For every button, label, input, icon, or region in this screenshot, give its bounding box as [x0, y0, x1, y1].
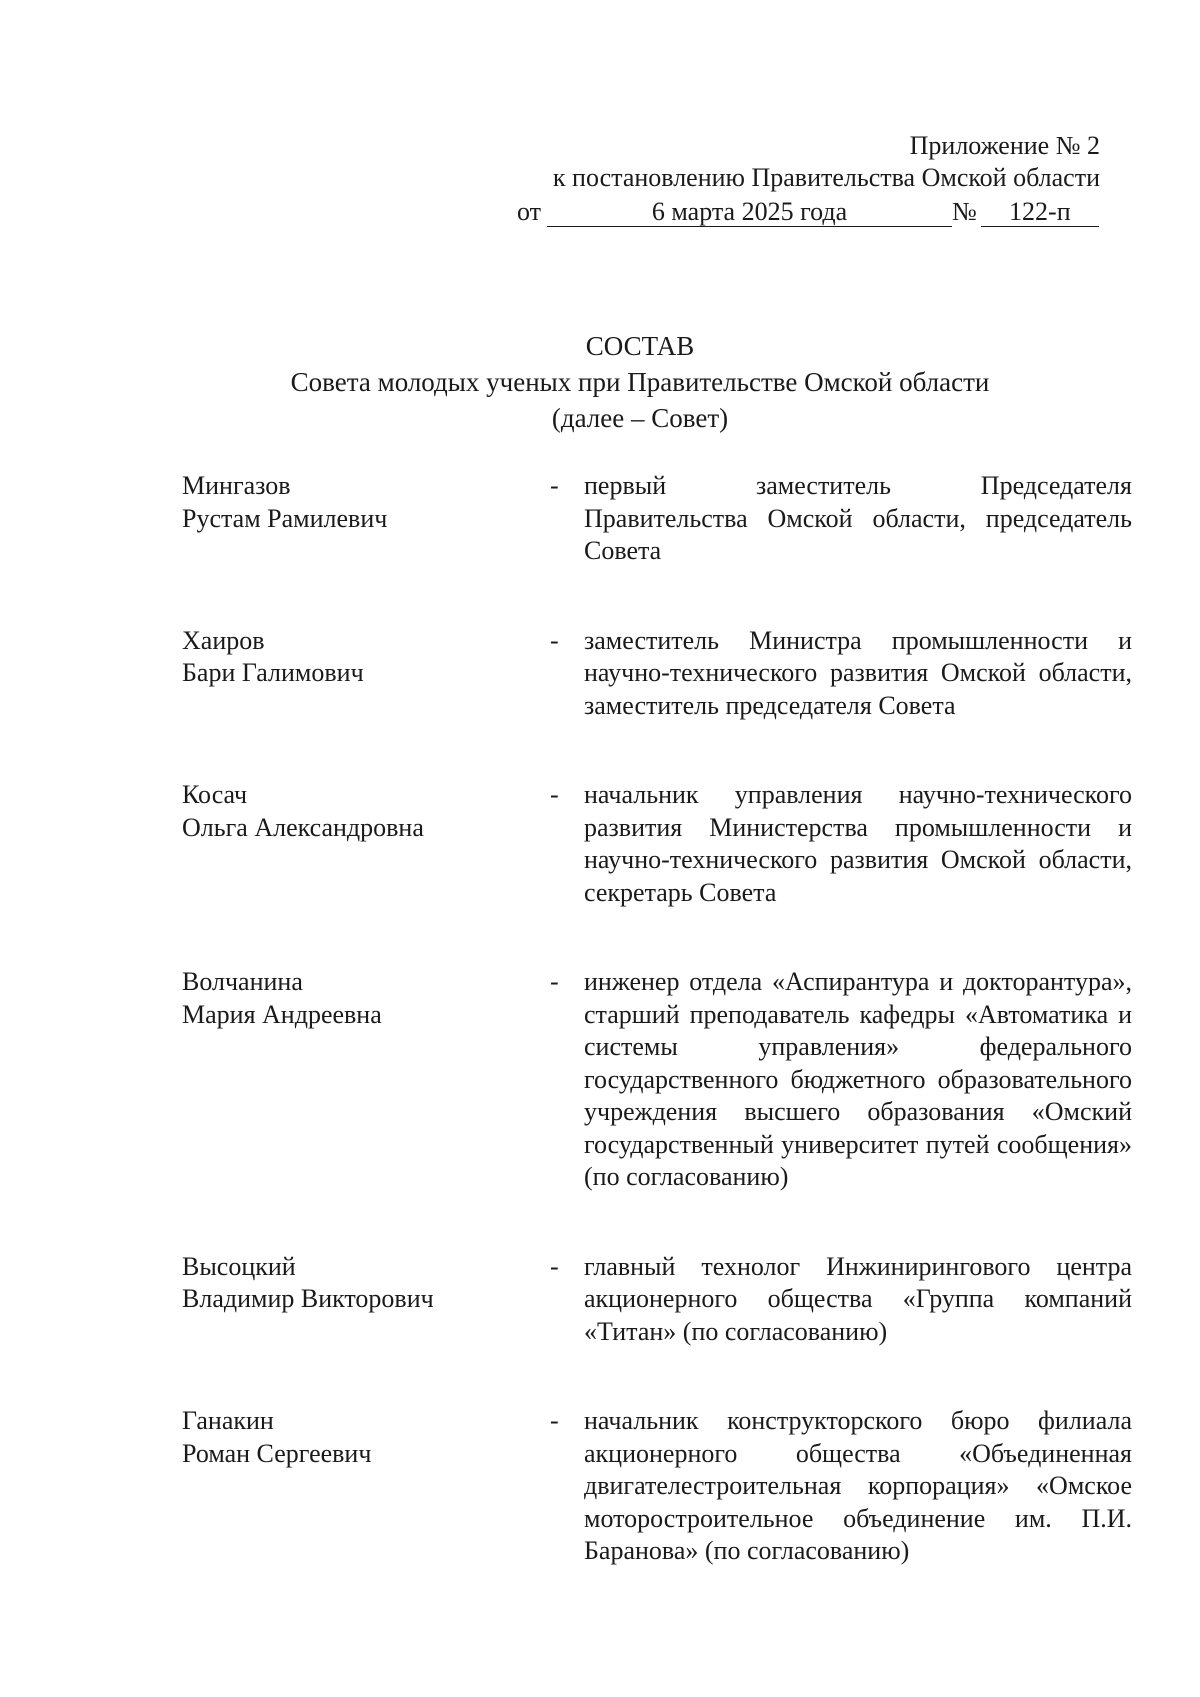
member-surname: Волчанина [182, 967, 303, 996]
member-role: главный технолог Инжинирингового центра акционерного общества «Группа компаний «Титан» (по согласованию) [584, 1251, 1132, 1346]
members-list [182, 470, 1132, 1568]
member-name [182, 966, 550, 1031]
annex-number: Приложение № 2 [909, 131, 1100, 160]
from-label: от [517, 197, 542, 226]
member-dash: - [550, 967, 559, 996]
member-surname: Высоцкий [182, 1251, 296, 1281]
document-heading [0, 328, 1200, 436]
member-row [182, 966, 1132, 1194]
member-dash: - [550, 471, 559, 500]
member-name [182, 470, 550, 535]
resolution-date: 6 марта 2025 года [547, 198, 952, 227]
member-role: начальник конструкторского бюро филиала акционерного общества «Объединенная двигателестроительная корпорация» «Омское моторостроительное объединение им. П.И. Баранова» (по согласованию) [584, 1406, 1132, 1565]
member-row [182, 1251, 1132, 1349]
member-role: начальник управления научно-технического развития Министерства промышленности и научно-технического развития Омской области, секретарь Совета [584, 780, 1132, 907]
member-name [182, 625, 550, 690]
member-name [182, 779, 550, 844]
member-given-name: Ольга Александровна [182, 812, 424, 842]
document-subtitle: Совета молодых ученых при Правительстве Омской области [290, 367, 990, 397]
member-role: первый заместитель Председателя Правительства Омской области, председатель Совета [584, 471, 1132, 565]
number-label: № [952, 197, 977, 226]
member-row [182, 625, 1132, 723]
member-role: инженер отдела «Аспирантура и докторантура», старший преподаватель кафедры «Автоматика и системы управления» федерального государственного бюджетного образовательного учреждения высшего образования «Омский государственный университет путей сообщения» (по согласованию) [584, 967, 1132, 1191]
member-dash: - [550, 1406, 559, 1435]
member-row [182, 1405, 1132, 1568]
member-role: заместитель Министра промышленности и научно-технического развития Омской области, заместитель председателя Совета [584, 625, 1132, 720]
member-dash: - [550, 780, 559, 809]
member-name [182, 1405, 550, 1470]
resolution-number: 122-п [981, 198, 1099, 227]
member-dash: - [550, 1251, 559, 1281]
member-surname: Ганакин [182, 1406, 274, 1435]
member-given-name: Мария Андреевна [182, 999, 382, 1029]
member-name [182, 1251, 550, 1316]
member-row [182, 470, 1132, 568]
document-title: СОСТАВ [585, 331, 695, 361]
member-given-name: Рустам Рамилевич [182, 503, 388, 533]
member-given-name: Бари Галимович [182, 658, 364, 687]
annex-resolution: к постановлению Правительства Омской области [552, 163, 1100, 192]
member-given-name: Владимир Викторович [182, 1284, 434, 1313]
member-surname: Мингазов [182, 471, 291, 500]
member-dash: - [550, 625, 559, 655]
annex-header [553, 130, 1100, 194]
document-note: (далее – Совет) [551, 403, 729, 433]
resolution-reference [517, 196, 1099, 228]
member-surname: Косач [182, 780, 248, 809]
member-given-name: Роман Сергеевич [182, 1438, 372, 1468]
member-row [182, 779, 1132, 909]
member-surname: Хаиров [182, 625, 265, 655]
